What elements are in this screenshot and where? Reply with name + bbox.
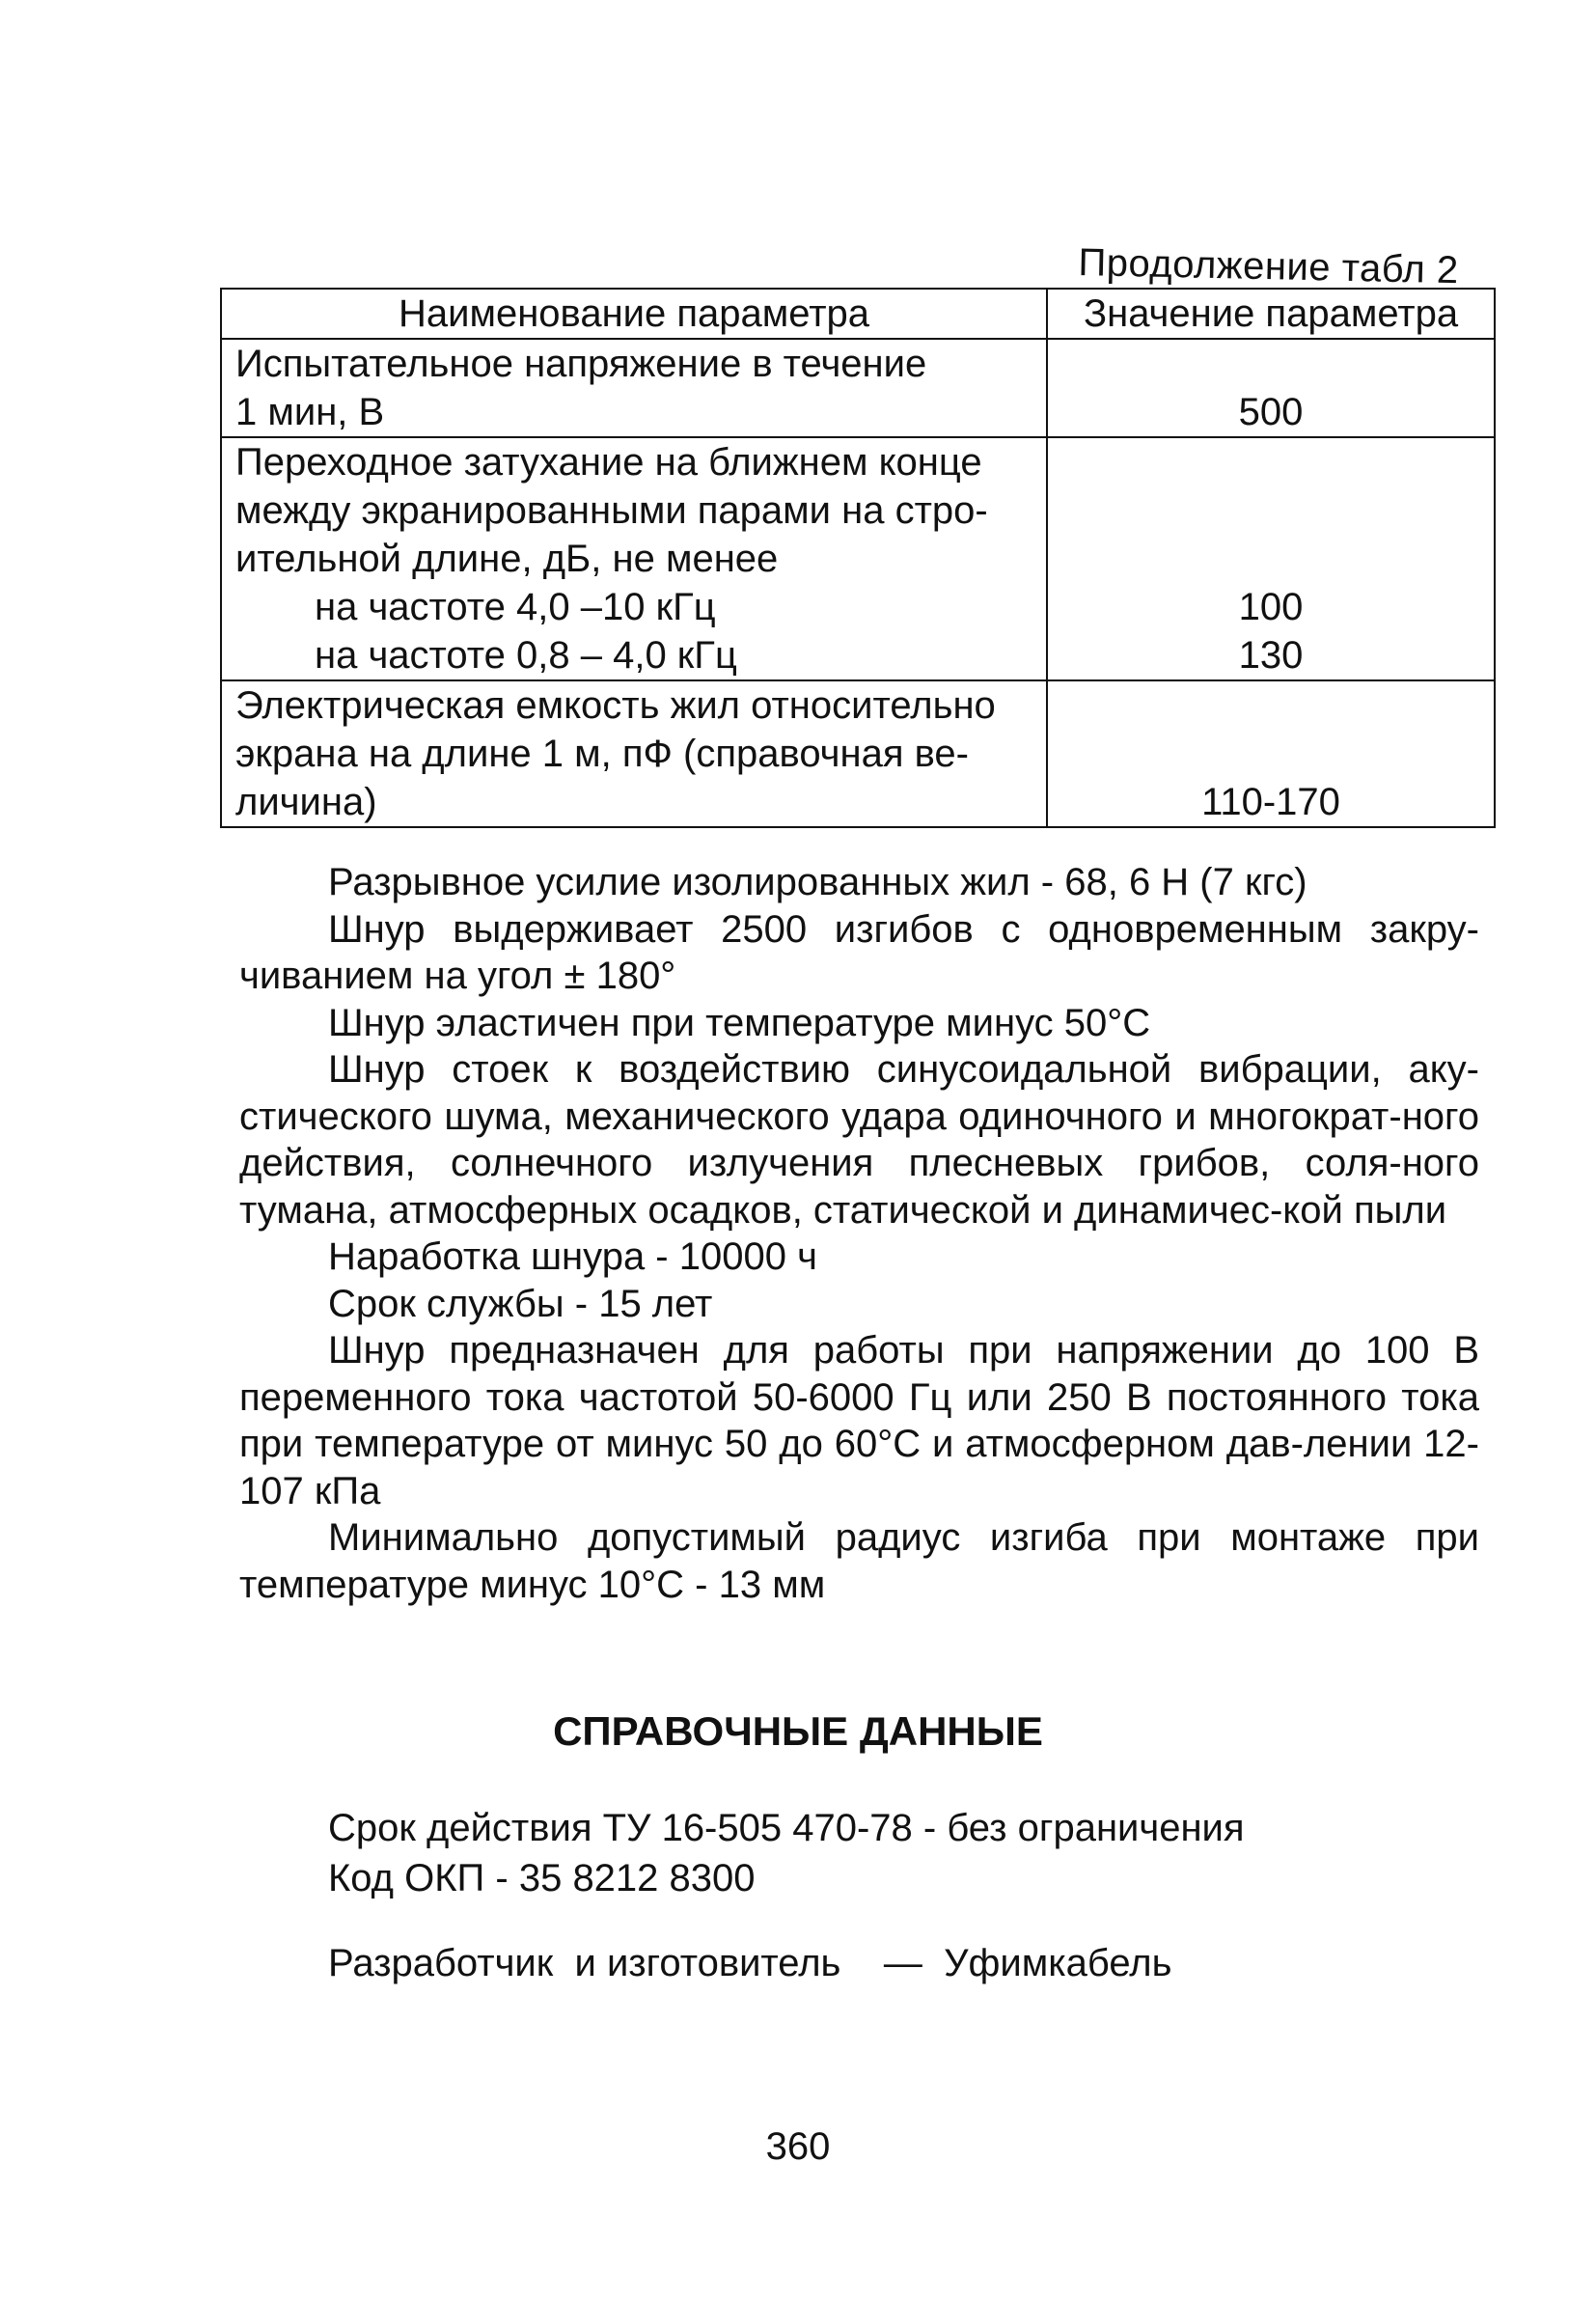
paragraph: Разрывное усилие изолированных жил - 68, 6 Н (7 кгс) [328, 861, 1307, 903]
table-row [221, 339, 1495, 437]
parameter-name-line: между экранированными парами на стро- [235, 489, 988, 532]
parameter-name-line: экрана на длине 1 м, пФ (справочная ве- [235, 733, 969, 775]
paragraph: Шнур предназначен для работы при напряжении до 100 В переменного тока частотой 50-6000 Гц или 250 В постоянного тока при температуре от минус 50 до 60°С и атмосферном дав-лении 12-107 кПа [239, 1329, 1479, 1512]
parameter-value: 110-170 [1201, 781, 1340, 823]
parameter-value-cell [1047, 680, 1495, 827]
parameter-name-line: Переходное затухание на ближнем конце [235, 441, 982, 484]
parameter-name-line: Испытательное напряжение в течение [235, 343, 927, 385]
tu-validity-line: Срок действия ТУ 16-505 470-78 - без ограничения [328, 1807, 1245, 1849]
paragraph: Шнур стоек к воздействию синусоидальной вибрации, аку-стического шума, механического удара одиночного и многократ-ного действия, солнечного излучения плесневых грибов, соля-ного тумана, атмосферных осадков, статической и динамичес-кой пыли [239, 1048, 1479, 1232]
parameter-name-cell [221, 437, 1047, 680]
parameter-name-line: ительной длине, дБ, не менее [235, 538, 779, 580]
developer-line: Разработчик и изготовитель — Уфимкабель [328, 1942, 1172, 1984]
parameter-value-cell [1047, 437, 1495, 680]
paragraph: Минимально допустимый радиус изгиба при монтаже при температуре минус 10°С - 13 мм [239, 1516, 1479, 1606]
section-heading: СПРАВОЧНЫЕ ДАННЫЕ [553, 1708, 1043, 1754]
parameter-name-cell [221, 339, 1047, 437]
header-parameter-name: Наименование параметра [221, 289, 1047, 339]
parameter-name-cell [221, 680, 1047, 827]
reference-block [328, 1803, 1245, 1903]
parameter-value: 130 [1238, 634, 1304, 677]
page-number: 360 [765, 2125, 831, 2168]
paragraph: Шнур эластичен при температуре минус 50°С [328, 1001, 1151, 1044]
paragraph: Наработка шнура - 10000 ч [328, 1235, 817, 1278]
parameters-table [220, 288, 1496, 828]
table-caption: Продолжение табл 2 [1078, 241, 1460, 292]
header-parameter-value: Значение параметра [1047, 289, 1495, 339]
okp-code-line: Код ОКП - 35 8212 8300 [328, 1857, 756, 1899]
table-header-row [221, 289, 1495, 339]
table-row [221, 680, 1495, 827]
parameter-value: 500 [1238, 391, 1304, 433]
parameter-sub-line: на частоте 0,8 – 4,0 кГц [315, 634, 737, 677]
parameter-sub-line: на частоте 4,0 –10 кГц [315, 586, 716, 628]
paragraph: Шнур выдерживает 2500 изгибов с одновременным закру-чиванием на угол ± 180° [239, 907, 1479, 997]
table-row [221, 437, 1495, 680]
parameter-name-line: Электрическая емкость жил относительно [235, 684, 996, 727]
parameter-name-line: личина) [235, 781, 377, 823]
parameter-value-cell [1047, 339, 1495, 437]
parameter-value: 100 [1238, 586, 1304, 628]
paragraph: Срок службы - 15 лет [328, 1282, 713, 1325]
body-text [239, 859, 1479, 1608]
parameter-name-line: 1 мин, В [235, 391, 385, 433]
